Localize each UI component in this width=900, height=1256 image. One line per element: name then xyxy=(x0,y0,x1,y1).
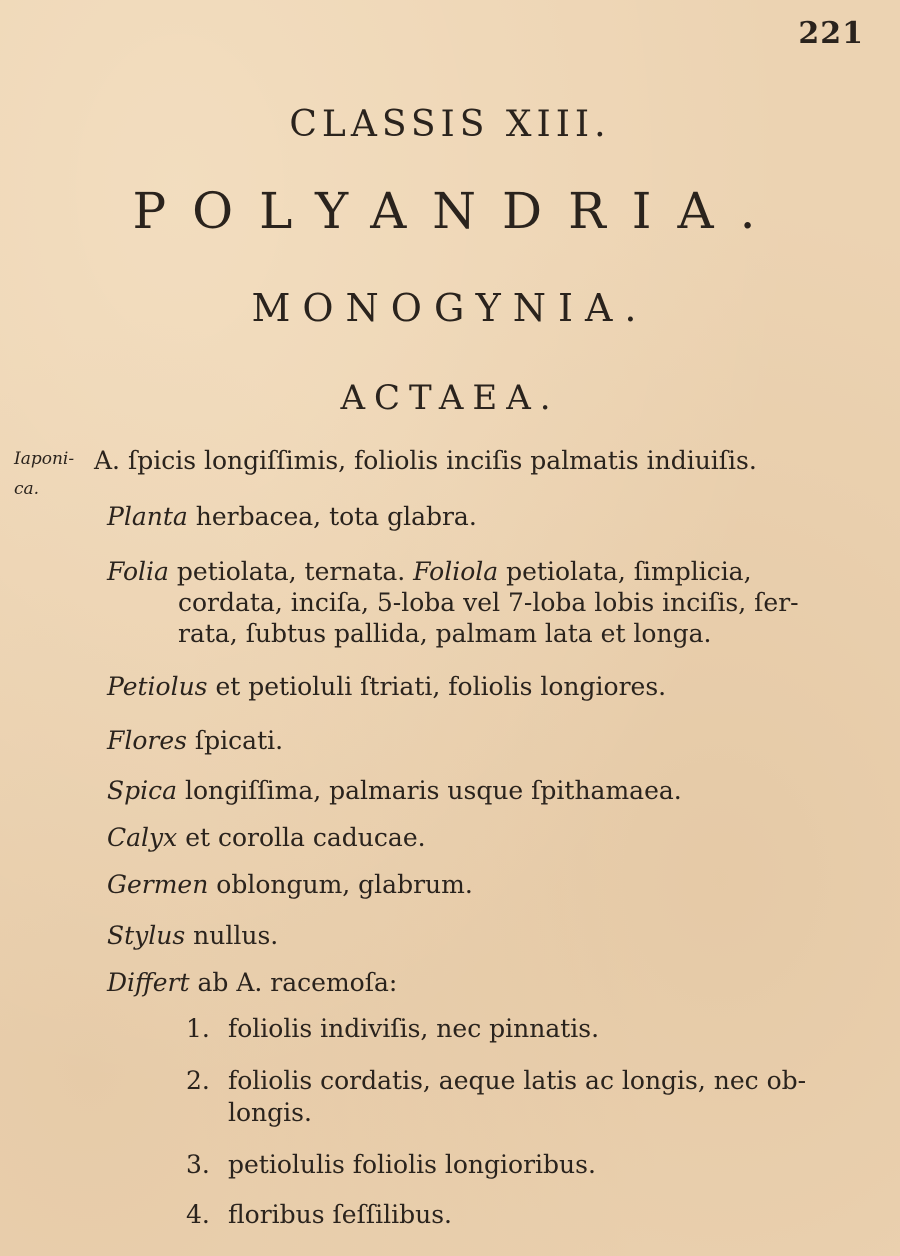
description-line-flores xyxy=(107,726,283,756)
description-line-planta xyxy=(107,502,477,532)
description-line-folia xyxy=(107,557,752,587)
description-term: Petiolus xyxy=(107,672,208,701)
species-margin-line: Iaponi- xyxy=(14,449,75,469)
description-term: Spica xyxy=(107,776,178,805)
difference-number: 1. xyxy=(186,1014,210,1043)
difference-text: floribus ſeſſilibus. xyxy=(228,1200,452,1229)
difference-number: 4. xyxy=(186,1200,210,1229)
description-term: Differt xyxy=(107,968,190,997)
description-text: ſpicati. xyxy=(186,726,284,755)
page-number: 221 xyxy=(798,16,864,51)
description-line-differt xyxy=(107,968,397,998)
description-term: Foliola xyxy=(413,557,499,586)
difference-text: foliolis indiviſis, nec pinnatis. xyxy=(228,1014,600,1043)
description-text: et petioluli ſtriati, foliolis longiores. xyxy=(207,672,667,701)
difference-continuation: longis. xyxy=(228,1098,312,1127)
description-continuation: rata, ſubtus pallida, palmam lata et longa. xyxy=(178,619,712,648)
difference-item xyxy=(186,1150,596,1180)
description-text: petiolata, ternata. xyxy=(168,557,414,586)
genus-heading: ACTAEA. xyxy=(340,378,560,418)
description-text: petiolata, ſimplicia, xyxy=(498,557,752,586)
order-heading: MONOGYNIA. xyxy=(251,286,649,330)
description-text: herbacea, tota glabra. xyxy=(187,502,477,531)
description-term: Stylus xyxy=(107,921,186,950)
description-term: Folia xyxy=(107,557,169,586)
species-margin-note xyxy=(14,444,104,504)
description-continuation: cordata, inciſa, 5-loba vel 7-loba lobis inciſis, ſer- xyxy=(178,588,799,617)
species-margin-line: ca. xyxy=(14,479,40,499)
description-term: Germen xyxy=(107,870,209,899)
description-line-stylus xyxy=(107,921,278,951)
difference-text: foliolis cordatis, aeque latis ac longis, nec ob- xyxy=(228,1066,807,1095)
difference-item xyxy=(186,1200,452,1230)
description-line-germen xyxy=(107,870,473,900)
description-line-spica xyxy=(107,776,682,806)
class-name-heading: POLYANDRIA. xyxy=(132,182,782,240)
difference-text: petiolulis foliolis longioribus. xyxy=(228,1150,596,1179)
description-text: oblongum, glabrum. xyxy=(208,870,473,899)
description-term: Planta xyxy=(107,502,188,531)
description-line-calyx xyxy=(107,823,426,853)
difference-number: 3. xyxy=(186,1150,210,1179)
difference-item xyxy=(186,1014,599,1044)
classis-heading: CLASSIS XIII. xyxy=(289,104,611,145)
description-term: Calyx xyxy=(107,823,178,852)
description-term: Flores xyxy=(107,726,187,755)
species-diagnosis: A. ſpicis longiſſimis, foliolis inciſis palmatis indiuiſis. xyxy=(94,446,757,475)
description-text: nullus. xyxy=(185,921,279,950)
description-text: ab A. racemoſa: xyxy=(189,968,398,997)
description-line-petiolus xyxy=(107,672,666,702)
description-text: et corolla caducae. xyxy=(177,823,426,852)
difference-item xyxy=(186,1066,806,1096)
description-text: longiſſima, palmaris usque ſpithamaea. xyxy=(177,776,682,805)
difference-number: 2. xyxy=(186,1066,210,1095)
